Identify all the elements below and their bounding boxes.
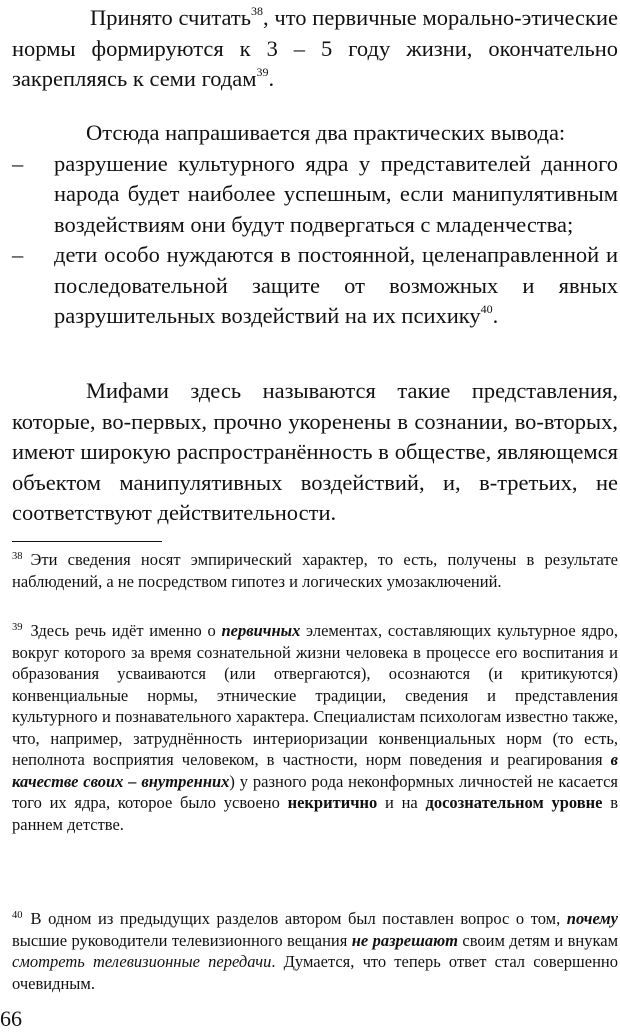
text-run: в раннем детстве. [12,793,618,834]
text-run: ) у разного рода неконформных личностей не касается того их ядра, которое было усвоено [12,771,618,812]
conclusions-intro: Отсюда напрашивается два практических вывода: [86,120,566,145]
text-run: . [268,66,275,91]
emphasis-text: в качестве своих – внутренних [12,750,618,791]
text-run: элементах, составляющих культурное ядро, вокруг которого за время сознательной жизни человека в процессе его воспитания и образования усваиваются (или отвергаются), осознаются (и критикуются) конвенциальные нормы, этнические традиции, сведения и представления культурного и познавательного характера. Специалистам психологам известно также, что, например, затруднённость интериоризации конвенциальных норм (то есть, неполнота восприятия человеком, в частности, норм поведения и реагирования [12,621,618,769]
paragraph-norms-text [12,3,618,95]
emphasis-text: первичных [221,621,301,640]
bold-text: некритично [287,793,378,812]
footnote-38 [12,549,618,592]
footnote-number: 38 [12,551,23,562]
paragraph-conclusions [12,118,618,332]
text-run: высшие руководители телевизионного вещания [12,930,352,950]
footnote-number: 40 [12,910,23,921]
text-run: , что первичные морально-этические нормы формируются к 3 – 5 году жизни, окончательно закрепляясь к семи годам [12,5,618,91]
text-run: Принято считать [90,5,251,30]
conclusion-item-2 [12,240,618,332]
conclusion-item-2-text: дети особо нуждаются в постоянной, целенаправленной и последовательной защите от возможных и явных разрушительных воздействий на их психику [54,242,618,328]
page-number: 66 [0,1006,22,1031]
dash-marker: – [12,150,24,176]
emphasis-text: почему [566,909,618,928]
footnote-number: 39 [12,622,23,633]
footnote-38-text: Эти сведения носят эмпирический характер, то есть, получены в результате наблюдений, а не посредством гипотез и логических умозаключений. [12,550,618,591]
footnote-ref-38[interactable]: 38 [251,4,263,18]
paragraph-myths-text: Мифами здесь называются такие представления, которые, во-первых, прочно укоренены в сознании, во-вторых, имеют широкую распространённость в обществе, являющемся объектом манипулятивных воздействий, и, в-третьих, не соответствуют действительности. [12,378,618,525]
conclusion-item-1 [12,149,618,241]
text-run: и на [377,793,426,812]
footnote-40 [12,908,618,994]
italic-text: смотреть телевизионные передачи [12,952,272,971]
text-run: Здесь речь идёт именно о [30,621,222,640]
dash-marker: – [12,242,24,267]
conclusion-item-1-text: разрушение культурного ядра у представителей данного народа будет наиболее успешным, если манипулятивным воздействиям они будут подвергаться с младенчества; [54,150,618,237]
text-run: В одном из предыдущих разделов автором был поставлен вопрос о том, [30,909,567,928]
footnote-ref-39[interactable]: 39 [256,65,269,79]
footnote-ref-40[interactable]: 40 [480,302,493,316]
text-run: . Думается, что теперь ответ стал совершенно очевидным. [12,952,618,993]
paragraph-myths [12,376,618,529]
text-run: своим детям и внукам [457,930,619,950]
bold-text: досознательном уровне [425,793,603,812]
footnote-separator [12,541,162,542]
text-run: . [492,303,499,328]
footnote-39 [12,620,618,835]
emphasis-text: не разрешают [351,930,458,950]
paragraph-norms [12,3,618,95]
